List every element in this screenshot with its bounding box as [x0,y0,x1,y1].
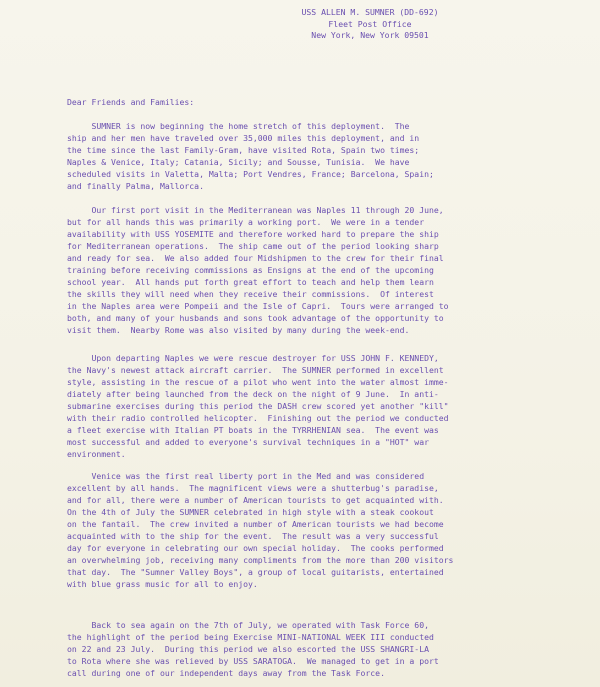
text-line: and ready for sea. We also added four Midshipmen to the crew for their final [67,253,444,263]
text-line: with blue grass music for all to enjoy. [67,579,258,589]
text-line: a fleet exercise with Italian PT boats in the TYRRHENIAN sea. The event was [67,425,439,435]
letterhead-ship-name: USS ALLEN M. SUMNER (DD-692) [301,7,439,17]
text-line: and for all, there were a number of American tourists to get acquainted with. [67,495,444,505]
text-line: visit them. Nearby Rome was also visited by many during the week-end. [67,325,410,335]
text-line: availability with USS YOSEMITE and therefore worked hard to prepare the ship [67,229,439,239]
text-line: that day. The "Sumner Valley Boys", a group of local guitarists, entertained [67,567,444,577]
text-line: with their radio controlled helicopter. Finishing out the period we conducted [67,413,449,423]
text-line: the Navy's newest attack aircraft carrier. The SUMNER performed in excellent [67,365,444,375]
text-line: an overwhelming job, receiving many compliments from the more than 200 visitors [67,555,454,565]
text-line: SUMNER is now beginning the home stretch of this deployment. The [67,121,410,131]
text-line: diately after being launched from the deck on the night of 9 June. In anti- [67,389,439,399]
paragraph-rescue-destroyer [67,352,587,460]
text-line: the highlight of the period being Exercise MINI-NATIONAL WEEK III conducted [67,632,434,642]
text-line: day for everyone in celebrating our own special holiday. The cooks performed [67,543,444,553]
text-line: acquainted with to the ship for the event. The result was a very successful [67,531,439,541]
text-line: training before receiving commissions as Ensigns at the end of the upcoming [67,265,434,275]
text-line: school year. All hands put forth great effort to teach and help them learn [67,277,434,287]
paragraph-venice-liberty [67,470,587,590]
salutation: Dear Friends and Families: [67,97,195,107]
text-line: both, and many of your husbands and sons took advantage of the opportunity to [67,313,444,323]
text-line: Our first port visit in the Mediterranean was Naples 11 through 20 June, [67,205,444,215]
letterhead [300,7,440,42]
text-line: in the Naples area were Pompeii and the Isle of Capri. Tours were arranged to [67,301,449,311]
text-line: to Rota where she was relieved by USS SARATOGA. We managed to get in a port [67,656,439,666]
text-line: ship and her men have traveled over 35,000 miles this deployment, and in [67,133,420,143]
text-line: Venice was the first real liberty port in the Med and was considered [67,471,425,481]
paragraph-task-force [67,619,587,679]
text-line: most successful and added to everyone's survival techniques in a "HOT" war [67,437,429,447]
text-line: Upon departing Naples we were rescue destroyer for USS JOHN F. KENNEDY, [67,353,439,363]
text-line: Naples & Venice, Italy; Catania, Sicily; and Sousse, Tunisia. We have [67,157,410,167]
text-line: environment. [67,449,126,459]
text-line: the skills they will need when they receive their commissions. Of interest [67,289,434,299]
text-line: but for all hands this was primarily a working port. We were in a tender [67,217,425,227]
text-line: submarine exercises during this period the DASH crew scored yet another "kill" [67,401,449,411]
text-line: On the 4th of July the SUMNER celebrated in high style with a steak cookout [67,507,434,517]
text-line: on the fantail. The crew invited a number of American tourists we had become [67,519,444,529]
text-line: the time since the last Family-Gram, have visited Rota, Spain two times; [67,145,420,155]
paragraph-deployment-summary [67,120,587,192]
text-line: scheduled visits in Valetta, Malta; Port Vendres, France; Barcelona, Spain; [67,169,434,179]
text-line: call during one of our independent days away from the Task Force. [67,668,385,678]
letterhead-post-office: Fleet Post Office [328,18,412,29]
text-line: Back to sea again on the 7th of July, we operated with Task Force 60, [67,620,429,630]
text-line: style, assisting in the rescue of a pilot who went into the water almost imme- [67,377,449,387]
text-line: for Mediterranean operations. The ship came out of the period looking sharp [67,241,439,251]
text-line: on 22 and 23 July. During this period we also escorted the USS SHANGRI-LA [67,644,429,654]
paragraph-naples-visit [67,204,587,336]
text-line: and finally Palma, Mallorca. [67,181,204,191]
text-line: excellent by all hands. The magnificent views were a shutterbug's paradise, [67,483,439,493]
letterhead-city: New York, New York 09501 [311,30,429,40]
